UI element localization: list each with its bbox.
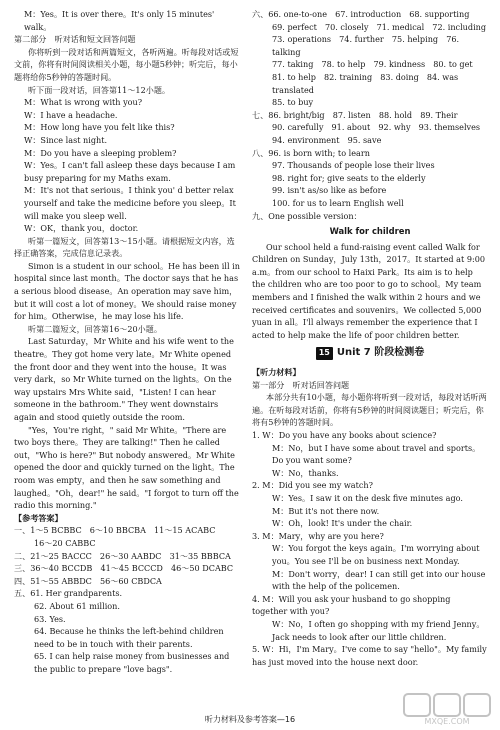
right-line: 69. perfect 70. closely 71. medical 72. including — [272, 21, 487, 32]
right2-line: M：Don't worry，dear! I can still get into our house with the help of the policemen. — [272, 568, 486, 592]
left-line: M：Do you have a sleeping problem? — [24, 147, 177, 158]
right2-line: W：Oh，look! It's under the chair. — [272, 518, 413, 529]
left-line: 听下面一段对话，回答第11～12小题。 — [28, 84, 171, 95]
right-line: 七、86. bright/big 87. listen 88. hold 89. Their — [252, 109, 458, 120]
left-line: 一、1～5 BCBBC 6～10 BBCBA 11～15 ACABC — [14, 525, 216, 536]
right-line: 九、One possible version： — [252, 210, 362, 221]
left-line: 三、36～40 BCCDB 41～45 BCCCD 46～50 DCABC — [14, 563, 234, 574]
left-line: "Yes，You're right，" said Mr White。"There are two boys there。They are talking!" Then he called out，"Who is here?" But nobody answered。Mr White opened the door and quickly turned on the light。The room was empty，and then he saw something and laughed。"Oh，dear!" he said。"I forgot to turn off the radio this morning." — [14, 424, 239, 511]
left-line: 64. Because he thinks the left-behind children need to be in touch with their parents. — [34, 626, 224, 649]
right2-line: M：No，but I have some about travel and sports。Do you want some? — [272, 442, 481, 466]
left-line: 听第二篇短文，回答第16～20小题。 — [28, 323, 162, 334]
right-line: 98. right for; give seats to the elderly — [272, 172, 426, 183]
essay-title: Walk for children — [329, 226, 411, 237]
right2-line: 4. M：Will you ask your husband to go shopping together with you? — [252, 593, 451, 617]
right2-line: W：Yes。I saw it on the desk five minutes ago. — [272, 492, 463, 503]
left-line: 【参考答案】 — [14, 512, 63, 523]
left-line: 五、61. Her grandparents. — [14, 588, 123, 599]
unit-heading — [252, 347, 488, 360]
left-column — [14, 8, 240, 675]
unit-number-badge: 15 — [316, 347, 333, 360]
left-line: W：Since last night. — [24, 134, 108, 145]
right2-line: 1. W：Do you have any books about science? — [252, 430, 437, 440]
left-line: W：OK，thank you，doctor. — [24, 223, 139, 234]
left-line: Last Saturday，Mr White and his wife went to the theatre。They got home very late。Mr White opened the front door and they went into the house。It was very dark，so Mr White turned on the lights。On the way upstairs Mrs White said，"Listen! I can hear someone in the bathroom." They went downstairs again and stood quietly outside the room. — [14, 336, 234, 422]
right2-line: W：No，I often go shopping with my friend Jenny。Jack needs to look after our little children. — [272, 618, 485, 642]
left-line: M：What is wrong with you? — [24, 97, 143, 108]
right2-line: 本部分共有10小题，每小题你将听到一段对话，每段对话听两遍。在听每段对话前，你将有5秒钟的时间阅读题目；听完后，你将有5秒钟的答题时间。 — [252, 392, 487, 428]
right-line: 99. isn't as/so like as before — [272, 185, 387, 196]
left-line: 听第一篇短文，回答第13～15小题。请根据短文内容，选择正确答案，完成信息记录表。 — [14, 235, 235, 259]
left-line: 65. I can help raise money from businesses and the public to prepare "love bags". — [34, 651, 230, 674]
left-line: 四、51～55 ABBDC 56～60 CBDCA — [14, 575, 162, 586]
right2-line: W：No，thanks. — [272, 467, 339, 478]
page-footer: 听力材料及参考答案—16 — [204, 715, 296, 724]
left-line: W：I have a headache. — [24, 109, 118, 120]
left-line: M：How long have you felt like this? — [24, 122, 175, 133]
right-line: 100. for us to learn English well — [272, 197, 404, 208]
right-line: 81. to help 82. training 83. doing 84. was translated — [272, 71, 459, 95]
right-line: 85. to buy — [272, 97, 314, 108]
right2-line: 【听力材料】 — [252, 367, 301, 378]
listening-material-section — [252, 366, 488, 668]
right2-line: M：But it's not there now. — [272, 505, 380, 516]
right2-line: W：You forgot the keys again。I'm worrying about you。You see I'll be on business next Monday. — [272, 543, 480, 566]
right-line: 90. carefully 91. about 92. why 93. themselves — [272, 122, 481, 133]
right2-line: 3. M：Mary，why are you here? — [252, 530, 384, 541]
right-line: 73. operations 74. further 75. helping 76. talking — [272, 34, 460, 57]
left-line: 第二部分 听对话和短文回答问题 — [14, 34, 136, 45]
right-line: 八、96. is born with; to learn — [252, 147, 370, 158]
right-column — [252, 8, 488, 668]
left-line: 63. Yes. — [34, 613, 66, 624]
unit-title: Unit 7 阶段检测卷 — [336, 347, 425, 359]
watermark-text: MXQE.COM — [424, 717, 470, 726]
left-line: 二、21～25 BACCC 26～30 AABDC 31～35 BBBCA — [14, 550, 231, 561]
left-line: M：Yes。It is over there。It's only 15 minutes' walk。 — [24, 9, 215, 32]
answers-section-2 — [252, 8, 488, 222]
right2-line: 2. M：Did you see my watch? — [252, 480, 373, 491]
right2-line: 第一部分 听对话回答问题 — [252, 379, 350, 390]
left-line: 16～20 CABBC — [34, 537, 96, 548]
right-line: 六、66. one-to-one 67. introduction 68. supporting — [252, 9, 470, 19]
left-line: 你将听到一段对话和两篇短文，各听两遍。听每段对话或短文前，你将有时间阅读相关小题，每小题5秒钟；听完后，每小题将给你5秒钟的答题时间。 — [14, 46, 239, 82]
essay-text: Our school held a fund-raising event called Walk for Children on Sunday，July 13th，2017。It started at 9:00 a.m。from our school to Haixi Park。Its aim is to help the children who are too poor to go to school。My team members and I finished the walk within 2 hours and we received certificates and souvenirs。We collected 5,000 yuan in all。I'll always remember the experience that I acted to help make the life of poor children better. — [252, 241, 485, 340]
left-line: Simon is a student in our school。He has been ill in hospital since last month。The doctor says that he has a serious blood disease。An operation may save him，but it will cost a lot of money。We should raise money for him。Otherwise，he may lose his life. — [14, 260, 240, 322]
left-line: 62. About 61 million. — [34, 600, 120, 611]
right-line: 97. Thousands of people lose their lives — [272, 160, 435, 171]
left-line: M：It's not that serious。I think you' d better relax yourself and take the medicine before you sleep。It will make you sleep well. — [24, 185, 236, 221]
right-line: 77. taking 78. to help 79. kindness 80. to get — [272, 59, 473, 70]
right2-line: 5. W：Hi，I'm Mary。I've come to say "hello"。My family has just moved into the house next door. — [252, 644, 487, 667]
left-line: W：Yes。I can't fall asleep these days because I am busy preparing for my Maths exam. — [24, 160, 236, 183]
right-line: 94. environment 95. save — [272, 134, 382, 145]
